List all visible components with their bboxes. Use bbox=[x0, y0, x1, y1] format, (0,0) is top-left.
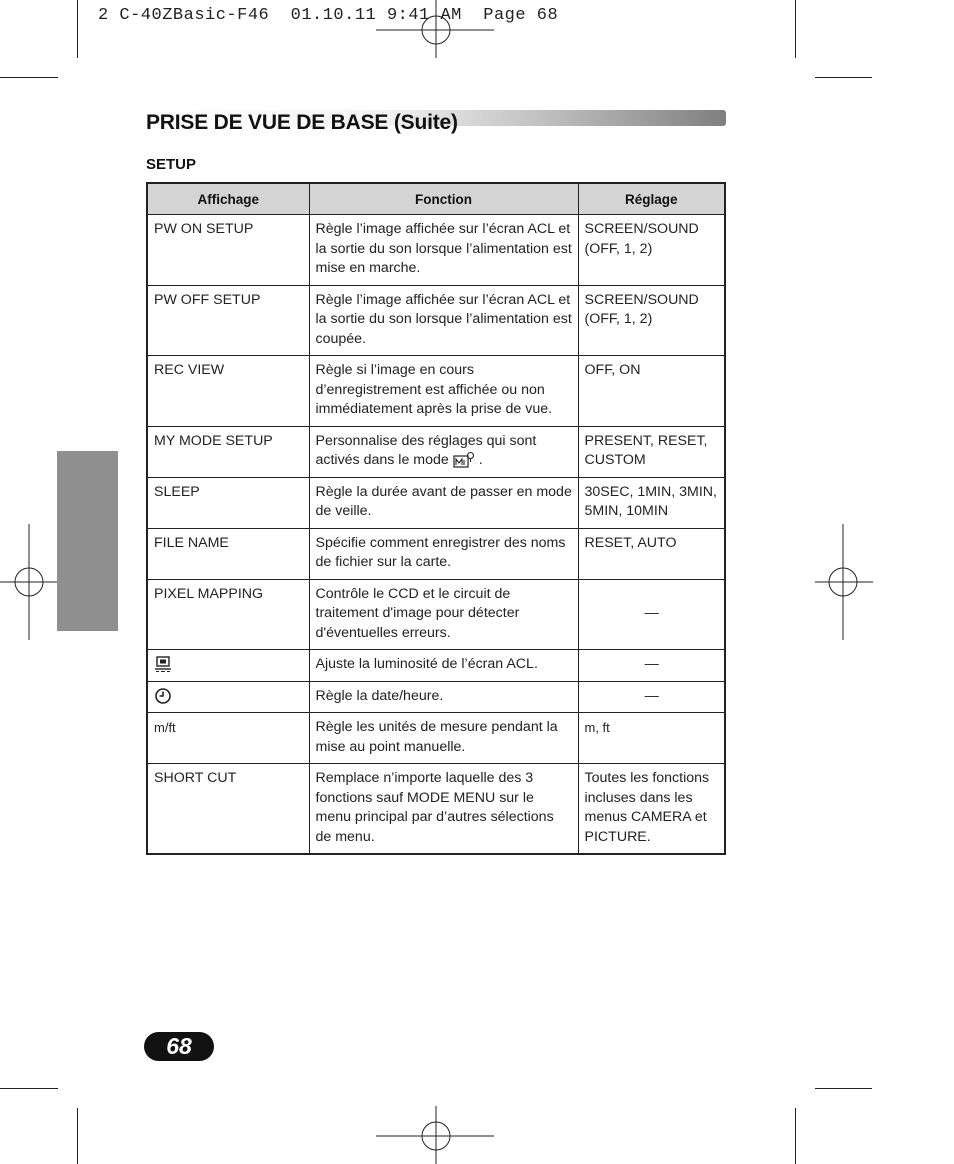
crop-mark bbox=[795, 0, 796, 58]
cell-display: REC VIEW bbox=[147, 356, 309, 427]
cell-display bbox=[147, 681, 309, 713]
cell-function: Règle si l’image en cours d’enregistrement est affichée ou non immédiatement après la prise de vue. bbox=[309, 356, 578, 427]
page-title: PRISE DE VUE DE BASE (Suite) bbox=[146, 111, 458, 134]
crop-mark bbox=[77, 0, 78, 58]
table-row bbox=[147, 426, 725, 477]
my-mode-icon bbox=[453, 451, 475, 469]
section-title: SETUP bbox=[146, 156, 197, 173]
cell-function: Spécifie comment enregistrer des noms de fichier sur la carte. bbox=[309, 528, 578, 579]
print-header: 2 C-40ZBasic-F46 01.10.11 9:41 AM Page 68 bbox=[98, 6, 559, 25]
cell-setting: — bbox=[578, 579, 725, 650]
cell-setting: m, ft bbox=[578, 713, 725, 764]
cell-display bbox=[147, 650, 309, 682]
table-row bbox=[147, 681, 725, 713]
cell-display: SLEEP bbox=[147, 477, 309, 528]
table-row bbox=[147, 579, 725, 650]
crop-mark bbox=[795, 1108, 796, 1164]
cell-setting: Toutes les fonctions incluses dans les menus CAMERA et PICTURE. bbox=[578, 764, 725, 855]
table-row bbox=[147, 713, 725, 764]
monitor-brightness-icon bbox=[154, 656, 172, 672]
cell-function: Ajuste la luminosité de l’écran ACL. bbox=[309, 650, 578, 682]
cell-display: PIXEL MAPPING bbox=[147, 579, 309, 650]
registration-mark-right bbox=[813, 524, 873, 644]
cell-display: FILE NAME bbox=[147, 528, 309, 579]
table-row bbox=[147, 650, 725, 682]
registration-mark-left bbox=[0, 524, 60, 644]
cell-function: Règle l’image affichée sur l’écran ACL et la sortie du son lorsque l’alimentation est coupée. bbox=[309, 285, 578, 356]
cell-setting: SCREEN/SOUND (OFF, 1, 2) bbox=[578, 285, 725, 356]
setup-table bbox=[146, 182, 726, 855]
table-row bbox=[147, 477, 725, 528]
table-row bbox=[147, 528, 725, 579]
cell-display: m/ft bbox=[147, 713, 309, 764]
cell-function: Règle l’image affichée sur l’écran ACL et la sortie du son lorsque l’alimentation est mise en marche. bbox=[309, 215, 578, 286]
cell-setting: — bbox=[578, 681, 725, 713]
cell-setting: 30SEC, 1MIN, 3MIN, 5MIN, 10MIN bbox=[578, 477, 725, 528]
cell-function: Règle la durée avant de passer en mode de veille. bbox=[309, 477, 578, 528]
cell-setting: SCREEN/SOUND (OFF, 1, 2) bbox=[578, 215, 725, 286]
table-row bbox=[147, 285, 725, 356]
cell-function: Remplace n’importe laquelle des 3 fonctions sauf MODE MENU sur le menu principal par d’autres sélections de menu. bbox=[309, 764, 578, 855]
clock-icon bbox=[154, 687, 172, 705]
cell-display: SHORT CUT bbox=[147, 764, 309, 855]
registration-mark-bottom bbox=[376, 1104, 496, 1164]
cell-function: Contrôle le CCD et le circuit de traitement d'image pour détecter d'éventuelles erreurs. bbox=[309, 579, 578, 650]
column-header-function: Fonction bbox=[309, 183, 578, 215]
cell-setting: — bbox=[578, 650, 725, 682]
cell-display: MY MODE SETUP bbox=[147, 426, 309, 477]
cell-function: Règle la date/heure. bbox=[309, 681, 578, 713]
crop-mark bbox=[0, 1088, 58, 1089]
crop-mark bbox=[0, 77, 58, 78]
cell-setting: RESET, AUTO bbox=[578, 528, 725, 579]
cell-display: PW ON SETUP bbox=[147, 215, 309, 286]
page-number: 68 bbox=[144, 1032, 214, 1061]
column-header-display: Affichage bbox=[147, 183, 309, 215]
table-row bbox=[147, 215, 725, 286]
crop-mark bbox=[77, 1108, 78, 1164]
table-row bbox=[147, 764, 725, 855]
cell-function bbox=[309, 426, 578, 477]
cell-function: Règle les unités de mesure pendant la mise au point manuelle. bbox=[309, 713, 578, 764]
table-header-row bbox=[147, 183, 725, 215]
cell-function-suffix: . bbox=[478, 452, 483, 468]
crop-mark bbox=[815, 1088, 872, 1089]
column-header-setting: Réglage bbox=[578, 183, 725, 215]
cell-display: PW OFF SETUP bbox=[147, 285, 309, 356]
cell-function-text: Personnalise des réglages qui sont activés dans le mode bbox=[315, 432, 537, 468]
cell-setting: PRESENT, RESET, CUSTOM bbox=[578, 426, 725, 477]
side-tab bbox=[57, 451, 118, 631]
cell-setting: OFF, ON bbox=[578, 356, 725, 427]
registration-mark-top bbox=[376, 0, 496, 60]
crop-mark bbox=[815, 77, 872, 78]
table-row bbox=[147, 356, 725, 427]
